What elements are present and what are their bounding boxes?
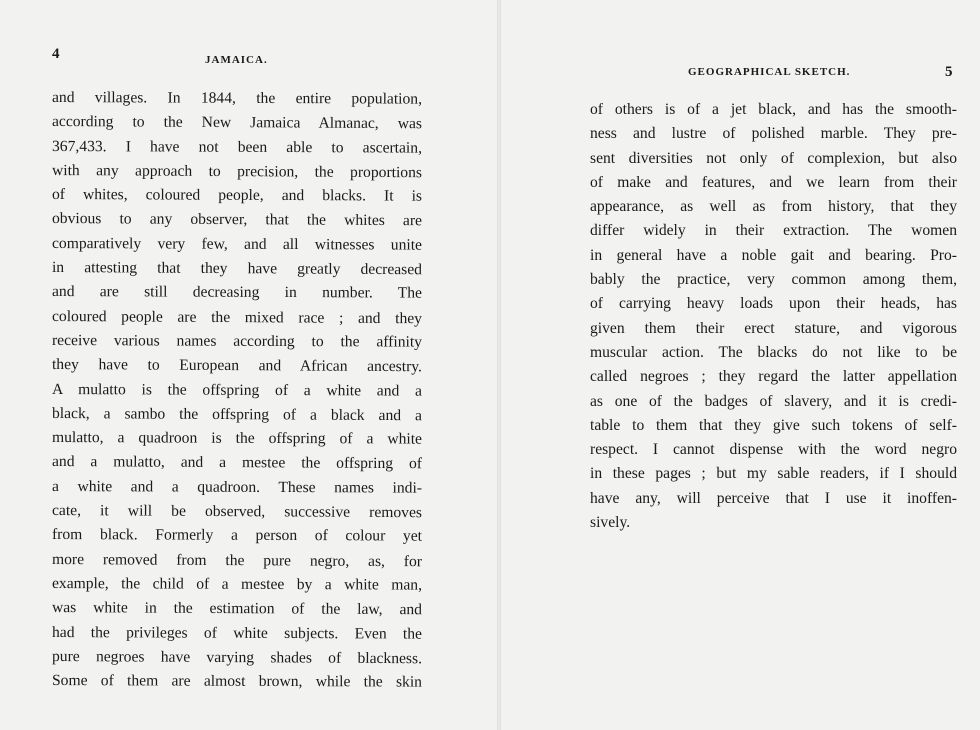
- text-line: had the privileges of white subjects. Even the: [51, 623, 423, 643]
- left-page-body: [52, 86, 422, 693]
- text-line: of carrying heavy loads upon their heads, has: [590, 295, 957, 313]
- text-line: bably the practice, very common among them,: [590, 271, 957, 289]
- text-line: sively.: [590, 514, 631, 532]
- text-line: coloured people are the mixed race ; and they: [51, 307, 423, 327]
- text-line: and a mulatto, and a mestee the offspring of: [51, 453, 423, 473]
- text-line: ness and lustre of polished marble. They pre-: [590, 125, 957, 143]
- text-line: in attesting that they have greatly decreased: [51, 259, 423, 279]
- left-page-number: 4: [52, 46, 60, 62]
- text-line: in general have a noble gait and bearing. Pro-: [590, 246, 957, 264]
- text-line: 367,433. I have not been able to ascertain,: [51, 137, 423, 157]
- text-line: more removed from the pure negro, as, for: [51, 550, 423, 570]
- text-line: table to them that they give such tokens of self-: [590, 416, 957, 434]
- book-gutter: [497, 0, 501, 730]
- text-line: was white in the estimation of the law, and: [51, 599, 423, 619]
- text-line: in these pages ; but my sable readers, if I should: [590, 465, 957, 483]
- text-line: with any approach to precision, the proportions: [51, 161, 423, 182]
- text-line: black, a sambo the offspring of a black and a: [51, 404, 423, 425]
- right-page-number: 5: [945, 64, 953, 80]
- text-line: comparatively very few, and all witnesses unite: [51, 234, 423, 254]
- text-line: and are still decreasing in number. The: [51, 283, 423, 302]
- text-line: a white and a quadroon. These names indi-: [51, 477, 423, 497]
- text-line: differ widely in their extraction. The women: [590, 222, 957, 240]
- text-line: appearance, as well as from history, that they: [590, 198, 957, 216]
- text-line: they have to European and African ancestry.: [51, 356, 423, 376]
- left-running-head: JAMAICA.: [205, 54, 268, 66]
- text-line: given them their erect stature, and vigorous: [590, 319, 957, 337]
- text-line: according to the New Jamaica Almanac, was: [51, 113, 423, 133]
- text-line: of others is of a jet black, and has the smooth-: [590, 101, 957, 118]
- text-line: cate, it will be observed, successive removes: [51, 502, 423, 522]
- text-line: respect. I cannot dispense with the word negro: [590, 441, 957, 459]
- text-line: sent diversities not only of complexion, but also: [590, 149, 957, 167]
- text-line: pure negroes have varying shades of blackness.: [51, 647, 423, 668]
- text-line: mulatto, a quadroon is the offspring of a white: [51, 429, 423, 448]
- text-line: and villages. In 1844, the entire population,: [51, 89, 423, 108]
- text-line: A mulatto is the offspring of a white and a: [51, 380, 423, 400]
- right-running-head: GEOGRAPHICAL SKETCH.: [688, 66, 851, 78]
- right-page-body: [590, 98, 957, 535]
- text-line: of whites, coloured people, and blacks. It is: [51, 186, 423, 205]
- text-line: receive various names according to the affinity: [51, 331, 423, 351]
- text-line: obvious to any observer, that the whites are: [51, 210, 423, 230]
- text-line: from black. Formerly a person of colour yet: [51, 526, 423, 545]
- text-line: have any, will perceive that I use it inoffen-: [590, 489, 957, 507]
- text-line: Some of them are almost brown, while the skin: [51, 672, 423, 691]
- right-page: [502, 0, 980, 730]
- text-line: muscular action. The blacks do not like to be: [590, 343, 957, 361]
- text-line: as one of the badges of slavery, and it is credi-: [590, 392, 957, 410]
- text-line: of make and features, and we learn from their: [590, 173, 957, 191]
- text-line: called negroes ; they regard the latter appellation: [590, 368, 957, 386]
- text-line: example, the child of a mestee by a white man,: [51, 574, 423, 594]
